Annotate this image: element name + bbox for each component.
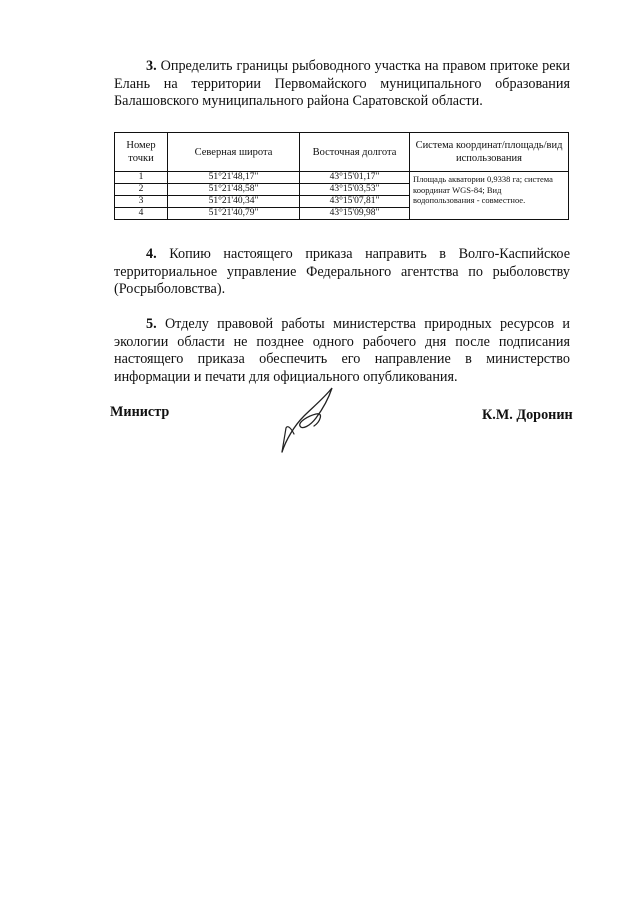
paragraph-item-5 [114, 316, 570, 386]
point-number: 2 [115, 184, 168, 196]
latitude: 51°21'48,58" [168, 184, 300, 196]
paragraph-item-4 [114, 246, 570, 299]
item-number: 3. [146, 58, 157, 74]
coordinate-system-info: Площадь акватории 0,9338 га; система координат WGS-84; Вид водопользования - совместное. [410, 172, 569, 220]
item-text: Отделу правовой работы министерства природных ресурсов и экологии области не позднее одного рабочего дня после подписания настоящего приказа обеспечить его направление в министерство информации и печати для официального опубликования. [114, 316, 570, 385]
paragraph-item-3 [114, 58, 570, 111]
table-row [115, 172, 569, 184]
item-text: Копию настоящего приказа направить в Волго-Каспийское территориальное управление Федерального агентства по рыболовству (Росрыболовства). [114, 246, 570, 297]
latitude: 51°21'40,79" [168, 208, 300, 220]
latitude: 51°21'48,17" [168, 172, 300, 184]
point-number: 4 [115, 208, 168, 220]
header-north-latitude: Северная широта [168, 133, 300, 172]
longitude: 43°15'03,53" [300, 184, 410, 196]
item-number: 5. [146, 316, 157, 332]
longitude: 43°15'01,17" [300, 172, 410, 184]
longitude: 43°15'07,81" [300, 196, 410, 208]
header-coordinate-system: Система координат/площадь/вид использования [410, 133, 569, 172]
header-point-number: Номер точки [115, 133, 168, 172]
item-number: 4. [146, 246, 157, 262]
handwritten-signature [272, 382, 352, 458]
table-header-row [115, 133, 569, 172]
signer-name: К.М. Доронин [482, 407, 573, 423]
item-text: Определить границы рыбоводного участка на правом притоке реки Елань на территории Первомайского муниципального образования Балашовского муниципального района Саратовской области. [114, 58, 570, 109]
latitude: 51°21'40,34" [168, 196, 300, 208]
coordinates-table [114, 132, 569, 220]
signer-title: Министр [110, 404, 170, 420]
point-number: 3 [115, 196, 168, 208]
header-east-longitude: Восточная долгота [300, 133, 410, 172]
longitude: 43°15'09,98" [300, 208, 410, 220]
point-number: 1 [115, 172, 168, 184]
